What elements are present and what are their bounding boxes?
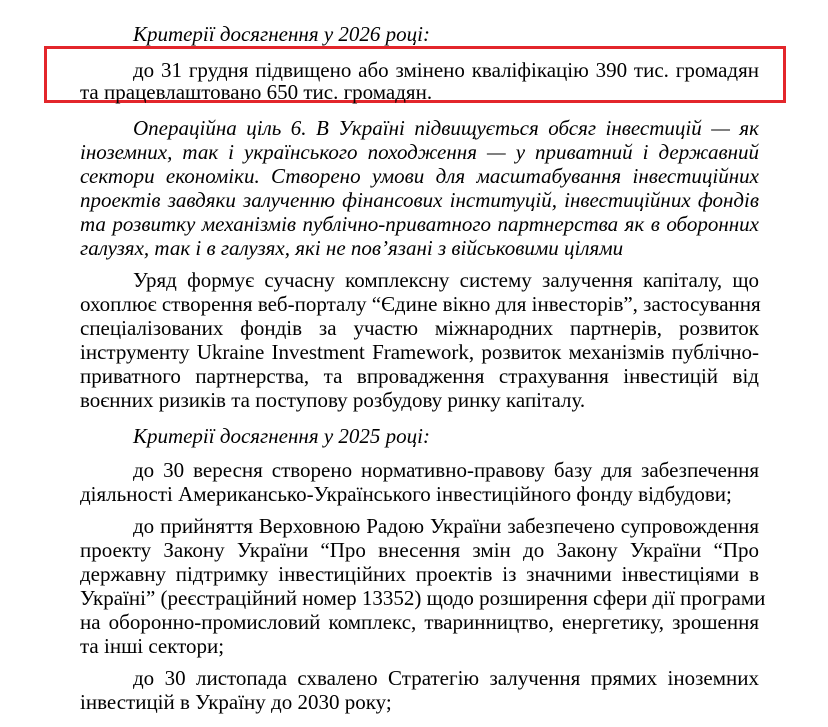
text-line: до 30 листопада схвалено Стратегію залучення прямих іноземних	[133, 666, 759, 690]
text-line: проекту Закону України “Про внесення змін до Закону України “Про	[80, 538, 759, 562]
text-line: до 31 грудня підвищено або змінено кваліфікацію 390 тис. громадян	[133, 58, 759, 82]
text-line: охоплює створення веб-порталу “Єдине вікно для інвесторів”, застосування	[80, 292, 761, 316]
text-line: Операційна ціль 6. В Україні підвищується обсяг інвестицій — як	[133, 116, 759, 140]
text-line: Уряд формує сучасну комплексну систему залучення капіталу, що	[133, 268, 759, 292]
criteria-2026-heading: Критерії досягнення у 2026 році:	[133, 22, 430, 46]
text-line: воєнних ризиків та поступову розбудову ринку капіталу.	[80, 388, 586, 412]
text-line: Україні” (реєстраційний номер 13352) щодо розширення сфери дії програми	[80, 586, 766, 610]
text-line: іноземних, так і українського походження — у приватний і державний	[80, 140, 759, 164]
text-line: державну підтримку інвестиційних проектів із значними інвестиціями в	[80, 562, 759, 586]
text-line: приватного партнерства, та впровадження страхування інвестицій від	[80, 364, 759, 388]
text-line: інструменту Ukraine Investment Framework, розвиток механізмів публічно-	[80, 340, 759, 364]
text-line: галузях, так і в галузях, які не пов’язані з військовими цілями	[80, 236, 624, 260]
text-line: та інші сектори;	[80, 634, 225, 658]
text-line: до прийняття Верховною Радою України забезпечено супровождення	[133, 514, 759, 538]
text-line: до 30 вересня створено нормативно-правову базу для забезпечення	[133, 458, 759, 482]
text-line: інвестицій в Україну до 2030 року;	[80, 690, 392, 714]
text-line: та розвитку механізмів публічно-приватного партнерства як в оборонних	[80, 212, 759, 236]
text-line: та працевлаштовано 650 тис. громадян.	[80, 80, 433, 104]
criteria-2025-heading: Критерії досягнення у 2025 році:	[133, 424, 430, 448]
text-line: проектів завдяки залученню фінансових інституцій, інвестиційних фондів	[80, 188, 759, 212]
text-line: діяльності Американсько-Українського інвестиційного фонду відбудови;	[80, 482, 732, 506]
text-line: сектори економіки. Створено умови для масштабування інвестиційних	[80, 164, 759, 188]
text-line: спеціалізованих фондів за участю міжнародних партнерів, розвиток	[80, 316, 759, 340]
text-line: на оборонно-промисловий комплекс, тваринництво, енергетику, зрошення	[80, 610, 759, 634]
